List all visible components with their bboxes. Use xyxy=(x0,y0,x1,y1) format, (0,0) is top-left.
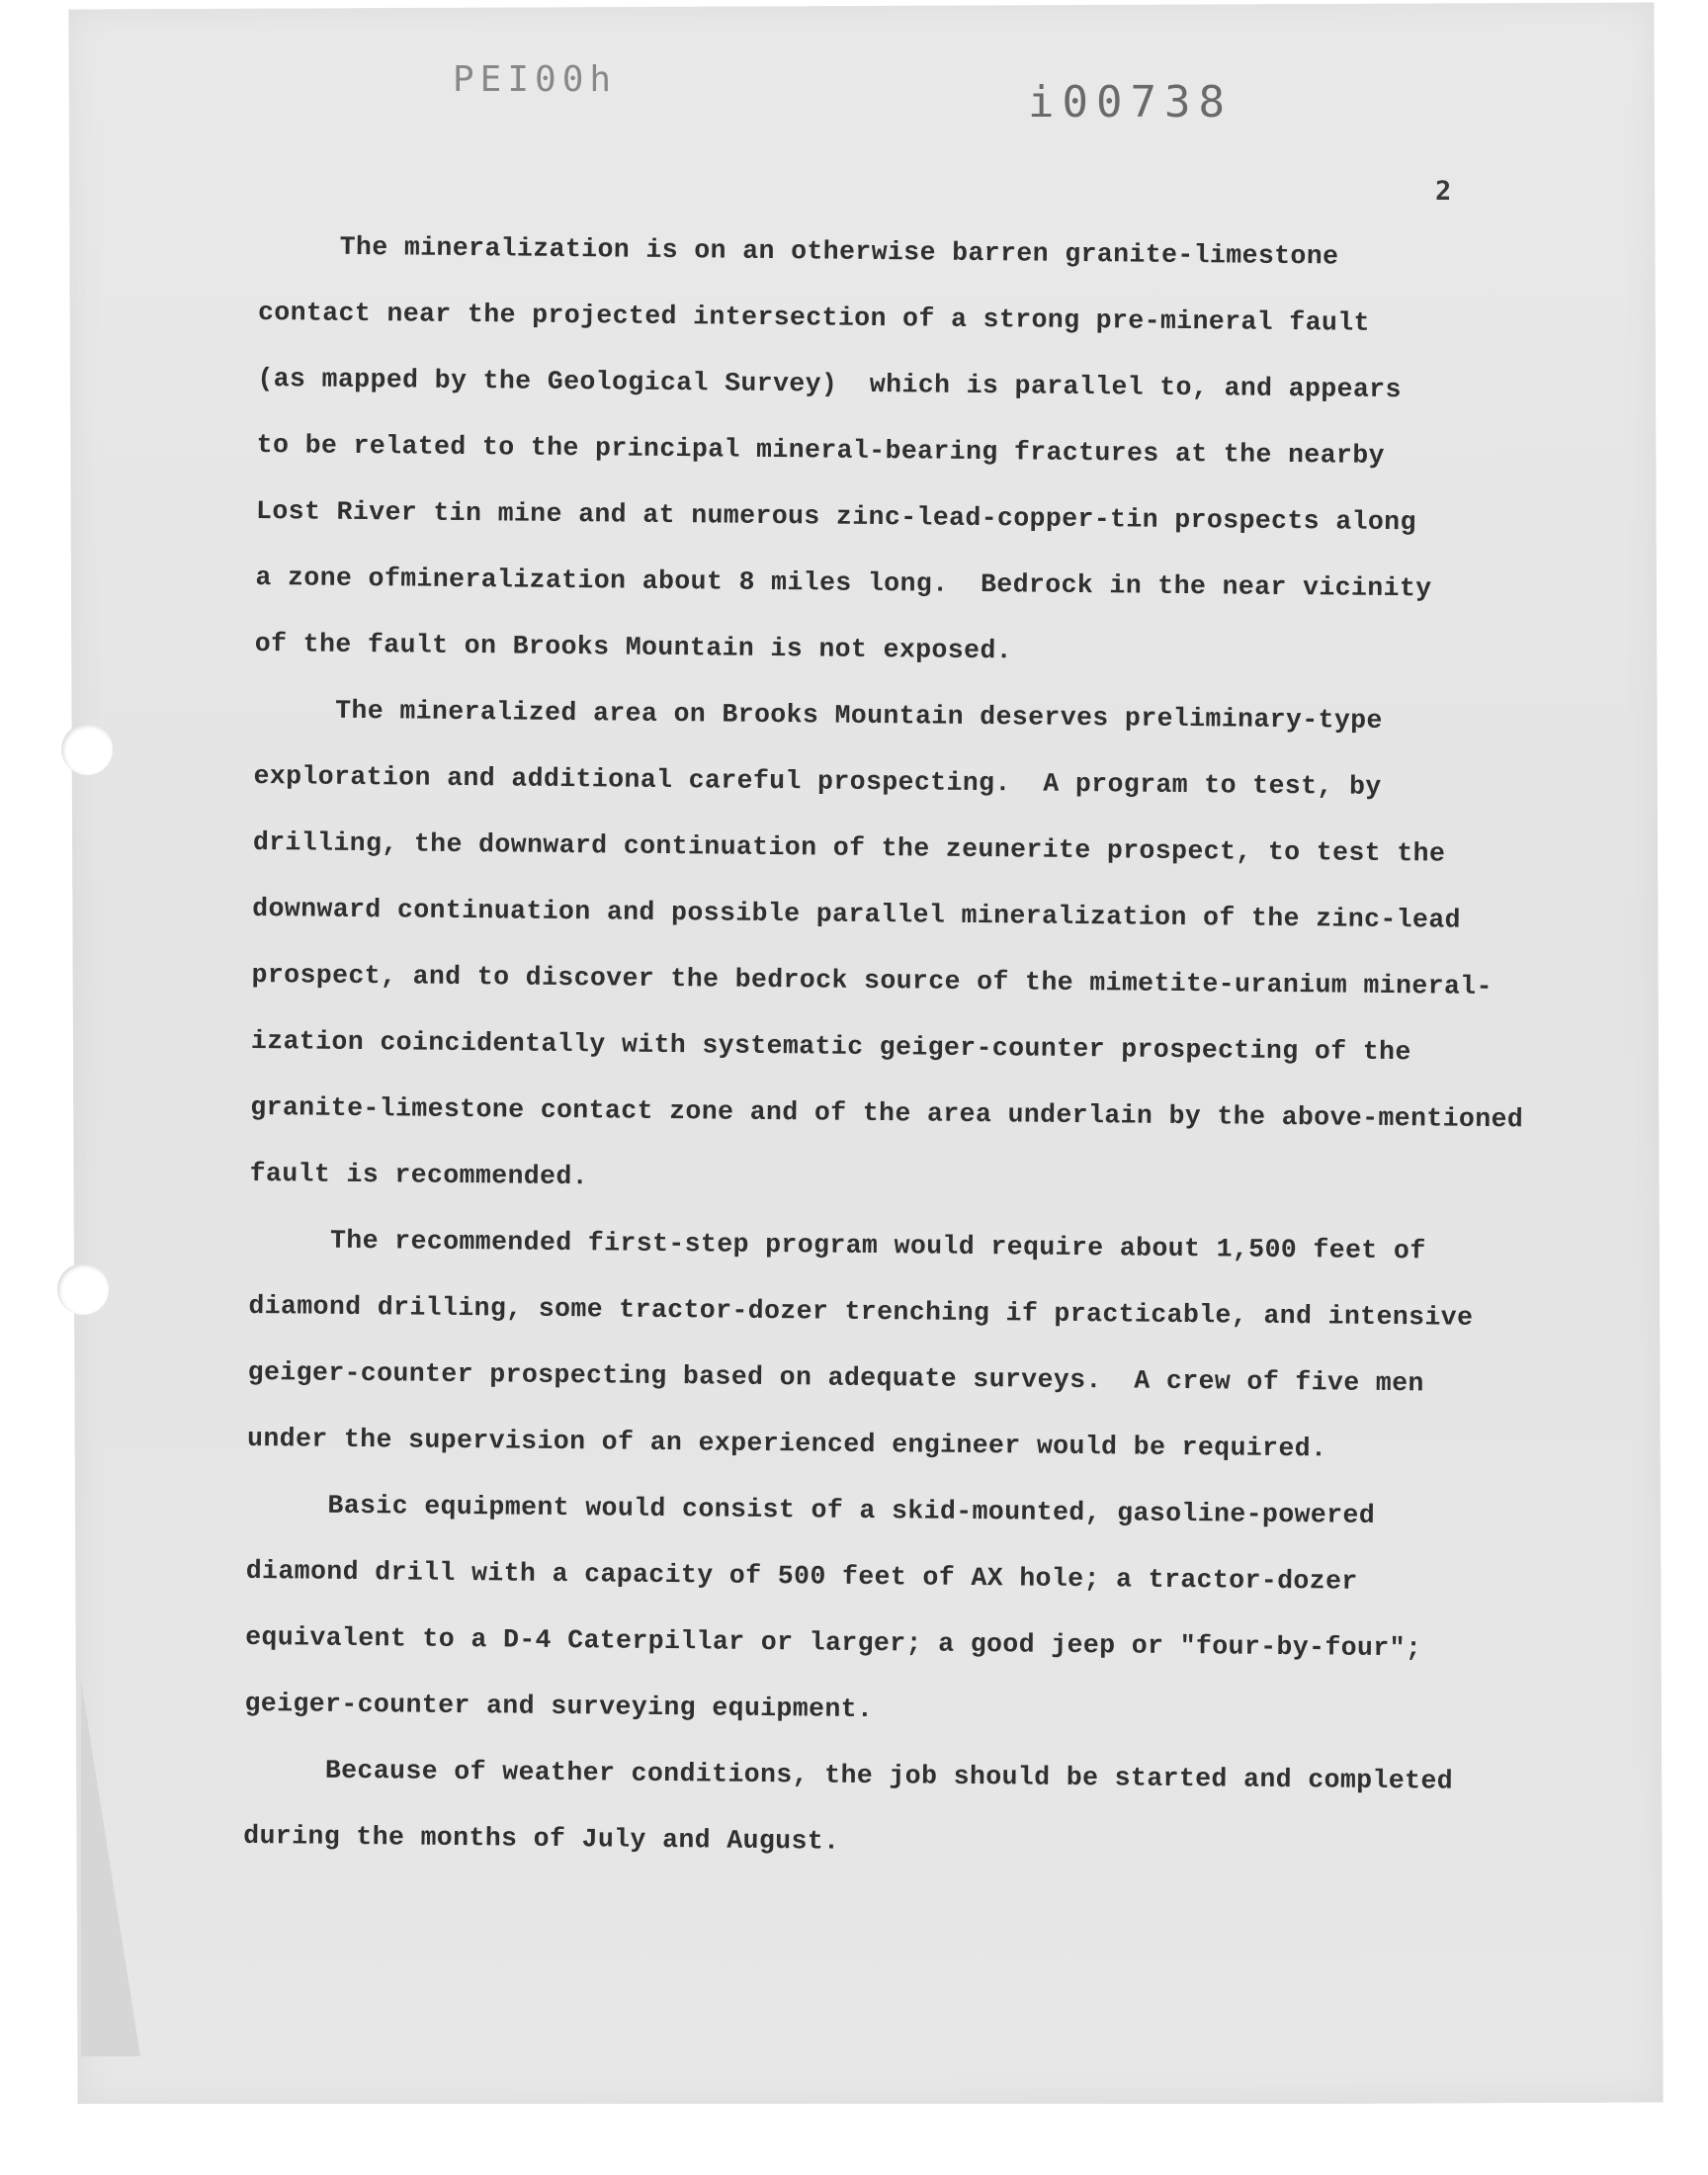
text-line: (as mapped by the Geological Survey) which is parallel to, and appears xyxy=(257,363,1402,405)
text-line: Basic equipment would consist of a skid-mounted, gasoline-powered xyxy=(327,1490,1376,1530)
text-line: fault is recommended. xyxy=(249,1158,589,1192)
paragraph-equipment xyxy=(244,1472,1572,1750)
text-line: equivalent to a D-4 Caterpillar or larger; a good jeep or "four-by-four"; xyxy=(245,1621,1422,1664)
text-line: during the months of July and August. xyxy=(243,1820,840,1857)
text-line: The mineralized area on Brooks Mountain deserves preliminary-type xyxy=(335,695,1383,736)
text-line: contact near the projected intersection of a strong pre-mineral fault xyxy=(257,297,1371,338)
paragraph-program xyxy=(247,1207,1575,1485)
text-line: diamond drill with a capacity of 500 feet of AX hole; a tractor-dozer xyxy=(245,1555,1358,1597)
text-line: diamond drilling, some tractor-dozer trenching if practicable, and intensive xyxy=(248,1290,1474,1333)
document-body xyxy=(243,214,1583,1882)
paragraph-recommendation xyxy=(249,677,1579,1220)
text-line: prospect, and to discover the bedrock source of the mimetite-uranium mineral- xyxy=(251,959,1494,1002)
text-line: drilling, the downward continuation of the zeunerite prospect, to test the xyxy=(252,826,1446,869)
text-line: to be related to the principal mineral-bearing fractures at the nearby xyxy=(256,429,1386,471)
punch-hole-top xyxy=(61,724,113,775)
document-stamp-number: i00738 xyxy=(1028,77,1233,128)
text-line: Lost River tin mine and at numerous zinc-lead-copper-tin prospects along xyxy=(255,495,1416,538)
text-line: downward continuation and possible parallel mineralization of the zinc-lead xyxy=(252,893,1462,935)
paragraph-schedule xyxy=(243,1737,1569,1882)
text-line: The recommended first-step program would require about 1,500 feet of xyxy=(329,1225,1426,1266)
text-line: granite-limestone contact zone and of the area underlain by the above-mentioned xyxy=(250,1091,1524,1135)
text-line: The mineralization is on an otherwise barren granite-limestone xyxy=(339,231,1339,272)
text-line: geiger-counter and surveying equipment. xyxy=(244,1688,874,1725)
paragraph-mineralization xyxy=(254,214,1582,690)
sheet-fold-shadow xyxy=(81,1681,140,2056)
text-line: under the supervision of an experienced engineer would be required. xyxy=(246,1423,1327,1464)
document-stamp-left: PEI00h xyxy=(453,59,618,100)
punch-hole-bottom xyxy=(57,1263,109,1315)
text-line: a zone ofmineralization about 8 miles long. Bedrock in the near vicinity xyxy=(255,562,1432,604)
text-line: of the fault on Brooks Mountain is not exposed. xyxy=(254,628,1013,666)
text-line: exploration and additional careful prospecting. A program to test, by xyxy=(253,760,1382,802)
text-line: Because of weather conditions, the job should be started and completed xyxy=(324,1755,1454,1796)
page-number: 2 xyxy=(1435,176,1452,207)
text-line: geiger-counter prospecting based on adequate surveys. A crew of five men xyxy=(247,1356,1424,1399)
text-line: ization coincidentally with systematic geiger-counter prospecting of the xyxy=(250,1025,1411,1068)
scan-margin xyxy=(0,2104,1708,2175)
